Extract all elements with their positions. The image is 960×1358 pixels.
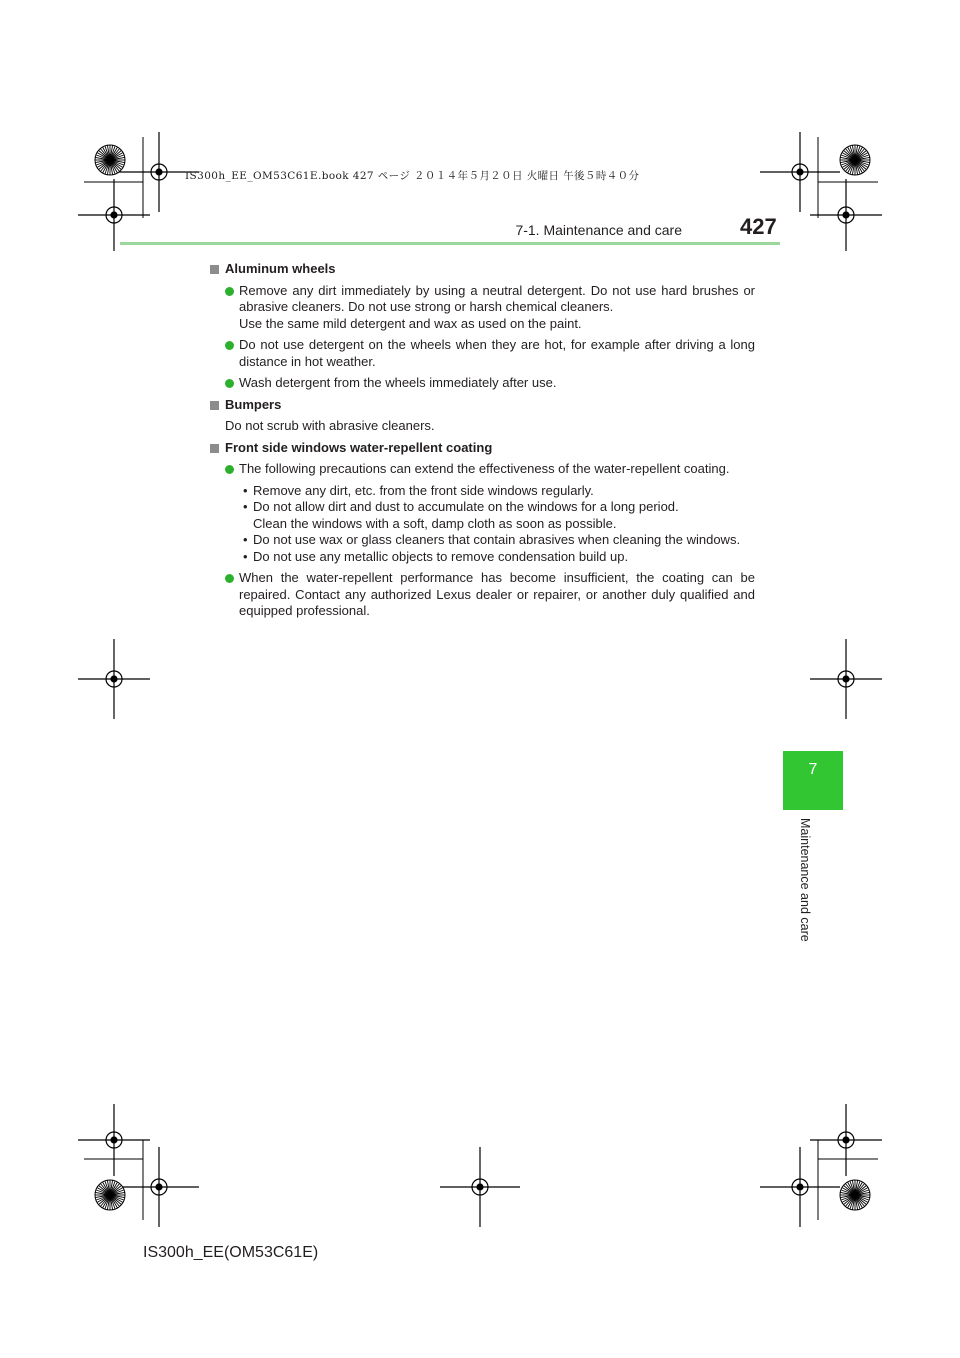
heading-text: Bumpers xyxy=(225,396,282,412)
bullet-text: Do not use detergent on the wheels when they are hot, for example after driving a long distance in hot weather. xyxy=(239,337,755,369)
circle-bullet-icon xyxy=(225,287,234,296)
starburst-register-mark xyxy=(95,145,125,175)
bullet-text-extra: Use the same mild detergent and wax as used on the paint. xyxy=(239,315,582,331)
sub-item-text-extra: Clean the windows with a soft, damp cloth as soon as possible. xyxy=(253,515,617,531)
starburst-register-mark xyxy=(840,145,870,175)
circle-bullet-icon xyxy=(225,379,234,388)
sub-bullet-marker: • xyxy=(243,532,248,547)
section-heading-aluminum-wheels xyxy=(210,261,755,278)
sub-item-text: Do not use wax or glass cleaners that contain abrasives when cleaning the windows. xyxy=(253,532,741,547)
bullet-text: The following precautions can extend the effectiveness of the water-repellent coating. xyxy=(239,461,730,476)
heading-text: Aluminum wheels xyxy=(225,261,336,276)
circle-bullet-icon xyxy=(225,574,234,583)
sub-item xyxy=(210,549,755,566)
sub-bullet-marker: • xyxy=(243,499,248,514)
page-content xyxy=(210,256,755,620)
chapter-label-text: Maintenance and care xyxy=(798,818,812,942)
section-heading-front-side-windows xyxy=(210,440,755,457)
sub-item-text: Remove any dirt, etc. from the front side windows regularly. xyxy=(253,482,594,498)
section-heading-bumpers xyxy=(210,397,755,414)
chapter-number: 7 xyxy=(808,761,818,778)
sub-item xyxy=(210,532,755,549)
square-bullet-icon xyxy=(210,265,219,274)
heading-text: Front side windows water-repellent coating xyxy=(225,439,493,455)
bullet-text: When the water-repellent performance has become insufficient, the coating can be repaired. Contact any authorized Lexus dealer or repairer, or another duly qualified and equipped professional. xyxy=(239,570,755,618)
bullet-item xyxy=(210,461,755,478)
sub-bullet-marker: • xyxy=(243,482,248,498)
bullet-item xyxy=(210,283,755,333)
starburst-register-mark xyxy=(95,1180,125,1210)
bullet-text: Wash detergent from the wheels immediately after use. xyxy=(239,375,557,390)
circle-bullet-icon xyxy=(225,465,234,474)
sub-item xyxy=(210,499,755,532)
bullet-text: Remove any dirt immediately by using a neutral detergent. Do not use hard brushes or abrasive cleaners. Do not use strong or harsh chemical cleaners. xyxy=(239,282,755,314)
chapter-label xyxy=(798,818,816,978)
bullet-item xyxy=(210,570,755,620)
sub-item-text: Do not use any metallic objects to remove condensation build up. xyxy=(253,548,629,564)
chapter-tab xyxy=(783,751,843,810)
section-title: 7-1. Maintenance and care xyxy=(515,222,682,238)
bullet-item xyxy=(210,337,755,370)
bullet-item xyxy=(210,375,755,392)
sub-bullet-marker: • xyxy=(243,548,248,564)
sub-item-text: Do not allow dirt and dust to accumulate on the windows for a long period. xyxy=(253,499,679,514)
square-bullet-icon xyxy=(210,401,219,410)
circle-bullet-icon xyxy=(225,341,234,350)
paragraph: Do not scrub with abrasive cleaners. xyxy=(225,418,435,433)
print-header: IS300h_EE_OM53C61E.book 427 ページ ２０１４年５月２０日 火曜日 午後５時４０分 xyxy=(185,170,640,182)
sub-item xyxy=(210,483,755,500)
starburst-register-mark xyxy=(840,1180,870,1210)
square-bullet-icon xyxy=(210,444,219,453)
header-rule xyxy=(120,242,780,245)
page-number: 427 xyxy=(740,214,777,239)
footer-code: IS300h_EE(OM53C61E) xyxy=(143,1244,319,1261)
